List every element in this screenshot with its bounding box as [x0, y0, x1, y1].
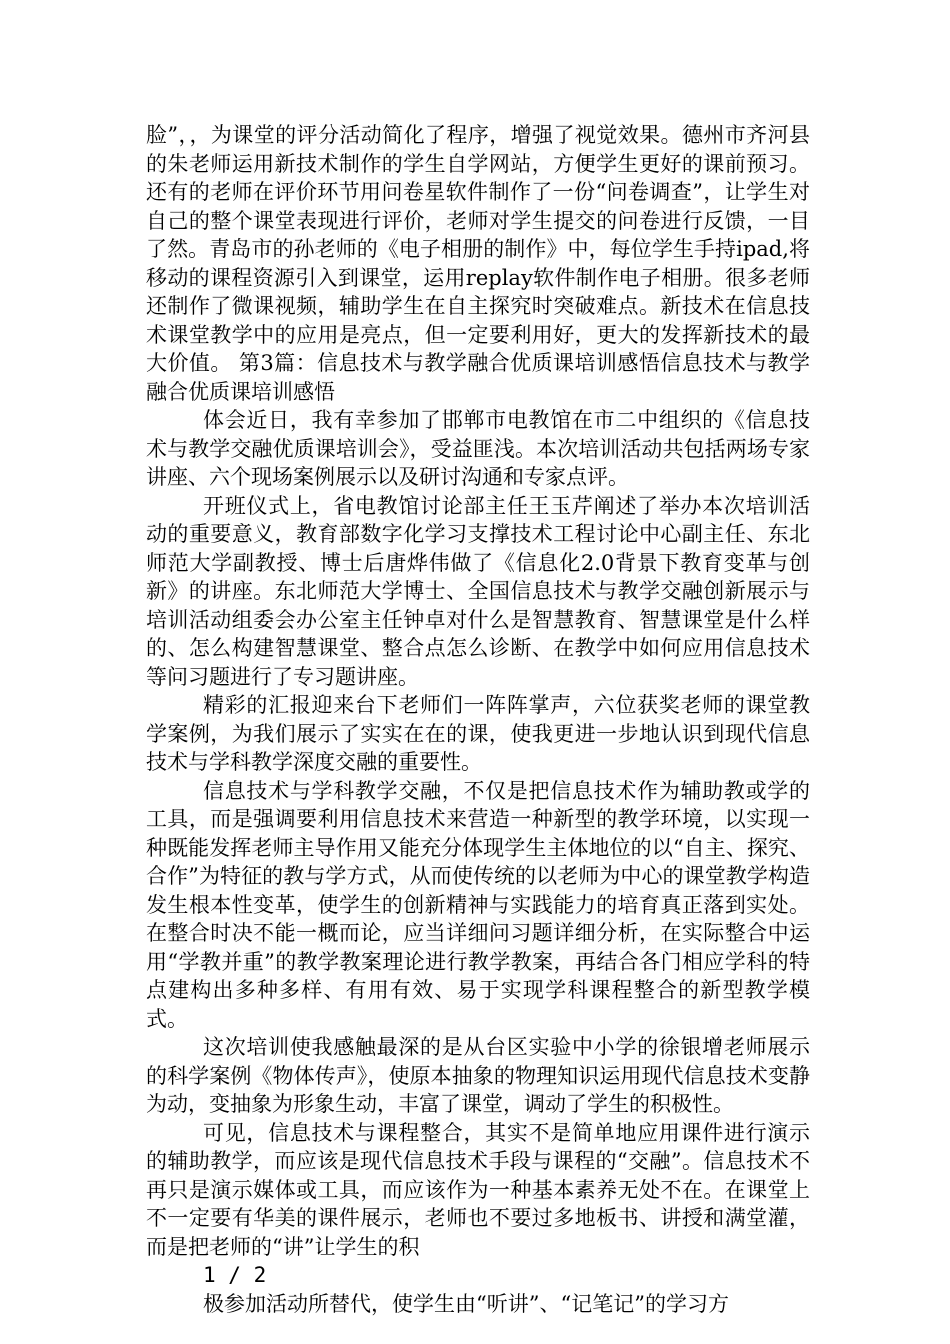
- paragraph-5: 信息技术与学科教学交融，不仅是把信息技术作为辅助教或学的工具，而是强调要利用信息技术来营造一种新型的教学环境，以实现一种既能发挥老师主导作用又能充分体现学生主体地位的以“自主、探究、合作”为特征的教与学方式，从而使传统的以老师为中心的课堂教学构造发生根本性变革，使学生的创新精神与实践能力的培育真正落到实处。在整合时决不能一概而论，应当详细问习题详细分析，在实际整合中运用“学教并重”的教学教案理论进行教学教案，再结合各门相应学科的特点建构出多种多样、有用有效、易于实现学科课程整合的新型教学模式。: [146, 778, 810, 1031]
- paragraph-3: 开班仪式上，省电教馆讨论部主任王玉芹阐述了举办本次培训活动的重要意义，教育部数字化学习支撑技术工程讨论中心副主任、东北师范大学副教授、博士后唐烨伟做了《信息化2.0背景下教育变革与创新》的讲座。东北师范大学博士、全国信息技术与教学交融创新展示与培训活动组委会办公室主任钟卓对什么是智慧教育、智慧课堂是什么样的、怎么构建智慧课堂、整合点怎么诊断、在教学中如何应用信息技术等问习题进行了专习题讲座。: [146, 493, 810, 689]
- paragraph-4: 精彩的汇报迎来台下老师们一阵阵掌声，六位获奖老师的课堂教学案例，为我们展示了实实在在的课，使我更进一步地认识到现代信息技术与学科教学深度交融的重要性。: [146, 693, 810, 774]
- paragraph-1: 脸”，，为课堂的评分活动简化了程序，增强了视觉效果。德州市齐河县的朱老师运用新技术制作的学生自学网站，方便学生更好的课前预习。还有的老师在评价环节用问卷星软件制作了一份“问卷调查”，让学生对自己的整个课堂表现进行评价，老师对学生提交的问卷进行反馈，一目了然。青岛市的孙老师的《电子相册的制作》中，每位学生手持ipad,将移动的课程资源引入到课堂，运用replay软件制作电子相册。很多老师还制作了微课视频，辅助学生在自主探究时突破难点。新技术在信息技术课堂教学中的应用是亮点，但一定要利用好，更大的发挥新技术的最大价值。 第3篇：信息技术与教学融合优质课培训感悟信息技术与教学融合优质课培训感悟: [146, 123, 810, 404]
- document-page: [146, 121, 810, 1318]
- paragraph-7: 可见，信息技术与课程整合，其实不是简单地应用课件进行演示的辅助教学，而应该是现代信息技术手段与课程的“交融”。信息技术不再只是演示媒体或工具，而应该作为一种基本素养无处不在。在课堂上不一定要有华美的课件展示，老师也不要过多地板书、讲授和满堂灌，而是把老师的“讲”让学生的积: [146, 1120, 810, 1259]
- paragraph-2: 体会近日，我有幸参加了邯郸市电教馆在市二中组织的《信息技术与教学交融优质课培训会》，受益匪浅。本次培训活动共包括两场专家讲座、六个现场案例展示以及研讨沟通和专家点评。: [146, 408, 810, 489]
- page-number: 1 / 2: [203, 1263, 267, 1287]
- continuation-paragraph: 极参加活动所替代，使学生由“听讲”、“记笔记”的学习方: [203, 1291, 729, 1316]
- paragraph-6: 这次培训使我感触最深的是从台区实验中小学的徐银增老师展示的科学案例《物体传声》，使原本抽象的物理知识运用现代信息技术变静为动，变抽象为形象生动，丰富了课堂，调动了学生的积极性。: [146, 1035, 810, 1116]
